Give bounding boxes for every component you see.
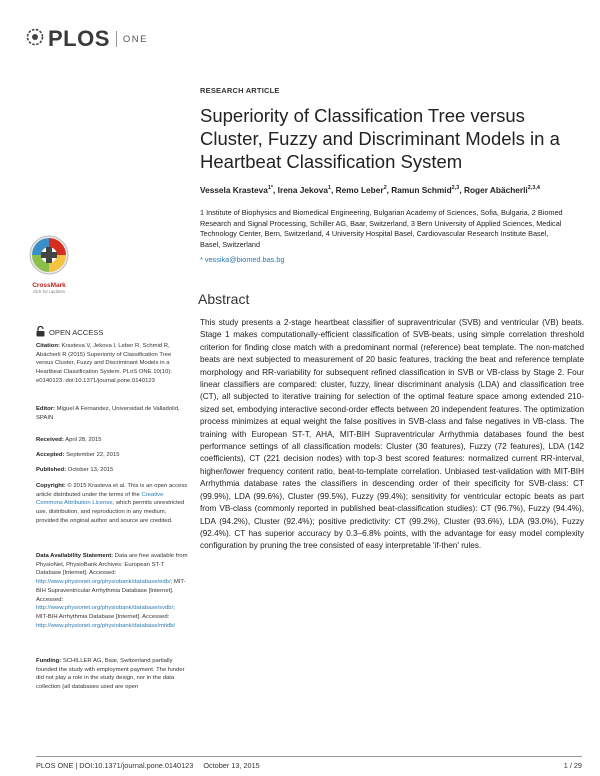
logo-text: PLOS [48, 26, 110, 51]
citation-block [36, 342, 188, 386]
author-list [200, 185, 590, 195]
published-block [36, 466, 188, 475]
funding-label: Funding: [36, 658, 62, 664]
corresponding-email[interactable]: * vessika@biomed.bas.bg [200, 255, 285, 264]
editor-text: Miguel A Fernandez, Universidad de Valladolid, SPAIN [36, 406, 180, 421]
data-text-2: ; MIT-BIH Supraventricular Arrhythmia Database [Internet]. Accessed: [36, 579, 186, 603]
footer-divider [36, 756, 582, 757]
logo-icon [26, 28, 44, 51]
footer-date: October 13, 2015 [203, 761, 260, 770]
received-date: April 28, 2015 [65, 437, 102, 443]
footer-journal: PLOS ONE [36, 761, 74, 770]
mitdb-link[interactable]: http://www.physionet.org/physiobank/database/mitdb/ [36, 622, 176, 629]
funding-block [36, 657, 188, 692]
citation-text: Krasteva V, Jekova I, Leber R, Schmid R, Abächerli R (2015) Superiority of Classification Tree versus Cluster, Fuzzy and Discriminant Models in a Heartbeat Classification System. PLoS ONE 10(10): e0140123. doi:10.1371/journal.pone.0140123 [36, 343, 172, 384]
accepted-label: Accepted: [36, 452, 65, 458]
author-name: Vessela Krasteva [200, 185, 268, 195]
plos-logo [26, 26, 148, 52]
published-label: Published: [36, 467, 67, 473]
article-type: RESEARCH ARTICLE [200, 86, 280, 95]
crossmark-icon [24, 234, 74, 276]
journal-name: ONE [122, 33, 148, 45]
copyright-text-1: © 2015 Krasteva et al. This is an open access article distributed under the terms of the [36, 483, 188, 498]
funding-text: SCHILLER AG, Baar, Switzerland partially founded the study with employment payment. The funder did not play a role in the study design, nor in the data collection (all databases used are open [36, 658, 185, 691]
open-access-badge [36, 326, 103, 339]
page-number: 1 / 29 [563, 761, 582, 770]
article-title: Superiority of Classification Tree versus Cluster, Fuzzy and Discriminant Models in a Heartbeat Classification System [200, 105, 560, 172]
author-name: Ramun Schmid [391, 185, 452, 195]
license-link[interactable]: Creative Commons Attribution License [36, 491, 164, 507]
edb-link[interactable]: http://www.physionet.org/physiobank/database/edb/ [36, 579, 171, 586]
received-block [36, 436, 188, 445]
author-affiliation-marker: 2 [383, 185, 387, 192]
footer-doi: DOI:10.1371/journal.pone.0140123 [79, 761, 194, 770]
copyright-block [36, 482, 188, 526]
accepted-date: September 22, 2015 [66, 452, 120, 458]
abstract-heading: Abstract [198, 291, 250, 307]
data-text-3: ; MIT-BIH Arrhythmia Database [Internet]. Accessed: [36, 605, 175, 620]
copyright-label: Copyright: [36, 483, 66, 489]
author-affiliation-marker: 2,3,4 [527, 185, 540, 192]
open-access-label: OPEN ACCESS [49, 328, 104, 337]
citation-label: Citation: [36, 343, 60, 349]
author-name: Remo Leber [335, 185, 384, 195]
data-availability-label: Data Availability Statement: [36, 553, 114, 559]
crossmark-label: CrossMark [32, 282, 66, 289]
author-name: Irena Jekova [277, 185, 328, 195]
author-affiliation-marker: 1* [267, 185, 274, 192]
data-text-1: Data are free available from PhysioNet, PhysioBank Archives: European ST-T Database [Internet]. Accessed: [36, 553, 188, 577]
affiliations: 1 Institute of Biophysics and Biomedical Engineering, Bulgarian Academy of Sciences, Sofia, Bulgaria, 2 Biomed Research and Signal Processing, Schiller AG, Baar, Switzerland, 3 Bern University of Applied Sciences, Medical Technology Center, Bern, Switzerland, 4 University Hospital Basel, Cardiovascular Research Institute Basel, Basel, Switzerland [200, 208, 563, 249]
logo-divider [116, 31, 117, 47]
accepted-block [36, 451, 188, 460]
svdb-link[interactable]: http://www.physionet.org/physiobank/database/svdb/ [36, 605, 174, 612]
author-name: Roger Abächerli [463, 185, 528, 195]
data-availability-block [36, 552, 188, 630]
copyright-text-2: , which permits unrestricted use, distribution, and reproduction in any medium, provided the original author and source are credited. [36, 500, 185, 524]
author-affiliation-marker: 1 [327, 185, 331, 192]
footer-citation: PLOS ONE | DOI:10.1371/journal.pone.0140123 October 13, 2015 [36, 761, 260, 770]
crossmark-badge[interactable] [24, 234, 74, 294]
published-date: October 13, 2015 [67, 467, 114, 473]
editor-label: Editor: [36, 406, 55, 412]
crossmark-subtext: click for updates [32, 289, 66, 294]
author-affiliation-marker: 2,3 [451, 185, 460, 192]
open-lock-icon [36, 326, 45, 339]
abstract-text: This study presents a 2-stage heartbeat classifier of supraventricular (SVB) and ventricular (VB) beats. Stage 1 makes computationally-efficient classification of SVB-beats, using simple correlation threshold criterion for finding close match with a predominant normal (reference) beat template. The non-matched beats are next subjected to measurement of 20 basic features, tracking the beat and reference template morphology and RR-variability for subsequent refined classification in SVB or VB-class by Stage 2. Four linear classifiers are compared: cluster, fuzzy, linear discriminant analysis (LDA) and classification tree (CT), all subjected to iterative training for selection of the optimal feature space among extended 210-sized set, embodying interactive second-order effects between 20 independent features. The optimization process minimizes at equal weight the false positives in SVB-class and false negatives in VB-class. The training with European ST-T, AHA, MIT-BIH Supraventricular Arrhythmia databases found the best performance settings of all classification models: Cluster (30 features), Fuzzy (72 features), LDA (142 coefficients), CT (221 decision nodes) with top-3 best scored features: normalized current RR-interval, higher/lower frequency content ratio, beat-to-template correlation. Unbiased test-validation with MIT-BIH Arrhythmia database rates the classifiers in descending order of their specificity for SVB-class: CT (99.9%), LDA (99.6%), Cluster (99.5%), Fuzzy (99.4%); sensitivity for ventricular ectopic beats as part from VB-class (commonly reported in published beat-classification studies): CT (96.7%), Fuzzy (94.4%), LDA (94.2%), Cluster (92.4%); positive predictivity: CT (99.2%), Cluster (93.6%), LDA (93.0%), Fuzzy (92.4%). CT has superior accuracy by 0.3–6.8% points, with the advantage for easy model complexity configuration by pruning the tree consisted of easy interpretable 'if-then' rules. [200, 318, 584, 551]
editor-block [36, 405, 188, 422]
received-label: Received: [36, 437, 64, 443]
authors-text: Vessela Krasteva$^{1*}$, Irena Jekova$^1$, Remo Leber$^2$, Ramun Schmid$^{2,3}$, Roger Abächerli$^{2,3,4}$ [200, 185, 540, 195]
